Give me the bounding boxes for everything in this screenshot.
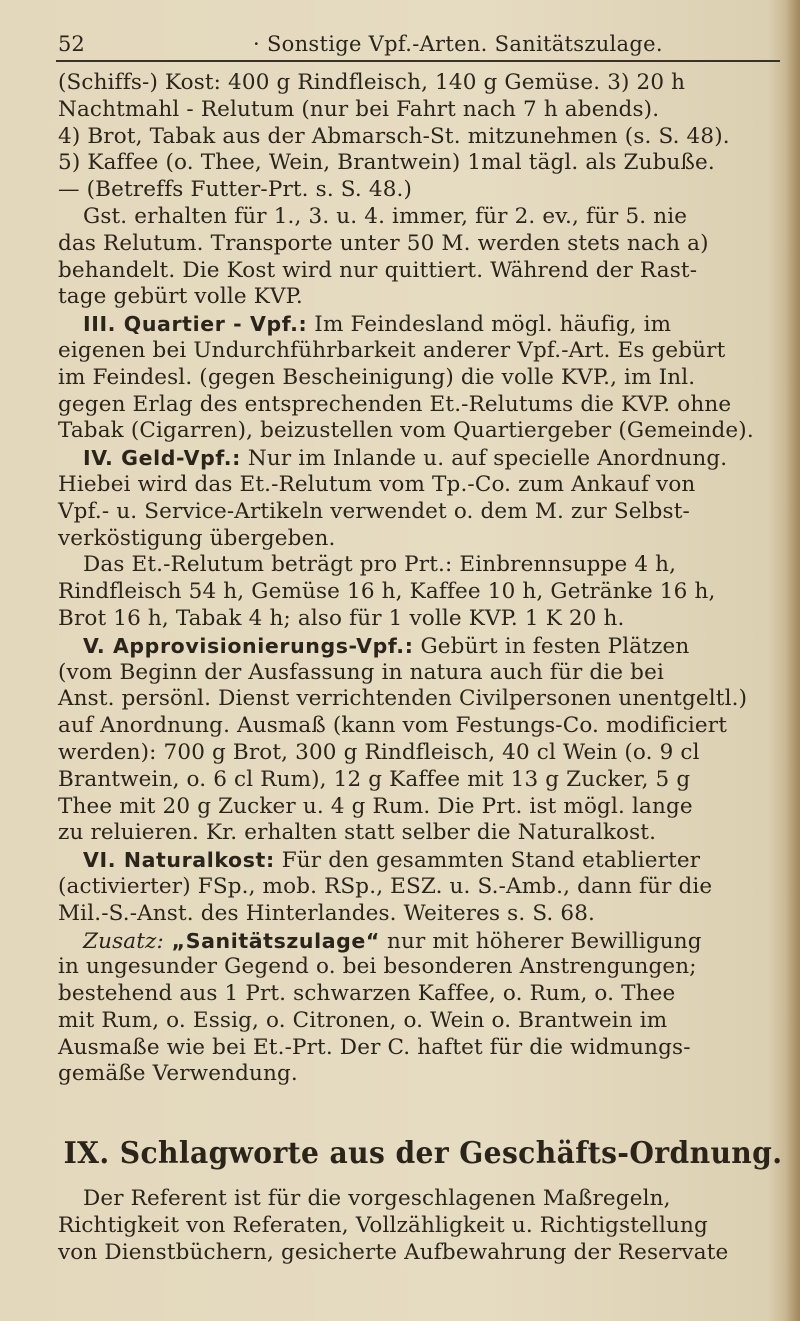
page-edge-shadow: [786, 0, 800, 1321]
text-line: Der Referent ist für die vorgeschlagenen Maßregeln,: [83, 1186, 671, 1212]
section-heading-approvisionierung: V. Approvisionierungs-Vpf.:: [83, 633, 414, 658]
text-line: Thee mit 20 g Zucker u. 4 g Rum. Die Prt. ist mögl. lange: [58, 793, 693, 819]
running-title: · Sonstige Vpf.-Arten. Sanitätszulage.: [253, 32, 663, 56]
zusatz-label: Zusatz:: [83, 928, 164, 954]
text-line: gegen Erlag des entsprechenden Et.-Relutums die KVP. ohne: [58, 391, 732, 417]
text-line: auf Anordnung. Ausmaß (kann vom Festungs-Co. modificiert: [58, 713, 728, 739]
text-line: 5) Kaffee (o. Thee, Wein, Brantwein) 1mal tägl. als Zubuße.: [58, 150, 715, 176]
text-line: (activierter) FSp., mob. RSp., ESZ. u. S.-Amb., dann für die: [58, 873, 713, 899]
header-rule: [56, 60, 780, 62]
text-line: gemäße Verwendung.: [58, 1061, 298, 1087]
text-line: mit Rum, o. Essig, o. Citronen, o. Wein o. Brantwein im: [58, 1007, 668, 1033]
text-line: Gst. erhalten für 1., 3. u. 4. immer, für 2. ev., für 5. nie: [83, 203, 688, 229]
text-run: Für den gesammten Stand etablierter: [274, 848, 701, 874]
section-heading-quartier: III. Quartier - Vpf.:: [83, 312, 308, 337]
text-line: Nachtmahl - Relutum (nur bei Fahrt nach 7 h abends).: [58, 96, 660, 122]
text-line: Brot 16 h, Tabak 4 h; also für 1 volle KVP. 1 K 20 h.: [58, 605, 625, 631]
text-line: behandelt. Die Kost wird nur quittiert. Während der Rast-: [58, 257, 698, 283]
text-line: 4) Brot, Tabak aus der Abmarsch-St. mitzunehmen (s. S. 48).: [58, 123, 730, 149]
text-line: werden): 700 g Brot, 300 g Rindfleisch, 40 cl Wein (o. 9 cl: [58, 739, 700, 765]
text-line: im Feindesl. (gegen Bescheinigung) die volle KVP., im Inl.: [58, 364, 696, 390]
text-line: Hiebei wird das Et.-Relutum vom Tp.-Co. zum Ankauf von: [58, 471, 696, 497]
text-line: das Relutum. Transporte unter 50 M. werden stets nach a): [58, 230, 709, 256]
text-line: Vpf.- u. Service-Artikeln verwendet o. dem M. zur Selbst-: [58, 498, 690, 524]
text-line: verköstigung übergeben.: [58, 525, 336, 551]
page-header: [58, 24, 778, 60]
paragraph-first-line: [58, 311, 782, 338]
text-line: Brantwein, o. 6 cl Rum), 12 g Kaffee mit 13 g Zucker, 5 g: [58, 766, 691, 792]
text-line: bestehend aus 1 Prt. schwarzen Kaffee, o. Rum, o. Thee: [58, 981, 676, 1007]
text-line: Tabak (Cigarren), beizustellen vom Quartiergeber (Gemeinde).: [58, 418, 754, 444]
page-number: 52: [58, 32, 85, 56]
section-heading-naturalkost: VI. Naturalkost:: [83, 848, 275, 873]
text-line: von Dienstbüchern, gesicherte Aufbewahrung der Reservate: [58, 1239, 729, 1265]
text-line: tage gebürt volle KVP.: [58, 284, 303, 310]
section-heading-geld: IV. Geld-Vpf.:: [83, 446, 241, 471]
section-spacer: [58, 1088, 782, 1132]
text-line: Das Et.-Relutum beträgt pro Prt.: Einbrennsuppe 4 h,: [83, 552, 677, 578]
paragraph-first-line: [58, 445, 782, 472]
text-line: (vom Beginn der Ausfassung in natura auch für die bei: [58, 659, 664, 685]
text-run: Nur im Inlande u. auf specielle Anordnung.: [240, 446, 728, 472]
paragraph-first-line: [58, 928, 782, 955]
text-line: — (Betreffs Futter-Prt. s. S. 48.): [58, 177, 413, 203]
text-line: Anst. persönl. Dienst verrichtenden Civilpersonen unentgeltl.): [58, 686, 748, 712]
text-run: Gebürt in festen Plätzen: [413, 633, 690, 659]
text-line: Rindfleisch 54 h, Gemüse 16 h, Kaffee 10 h, Getränke 16 h,: [58, 579, 716, 605]
text-line: eigenen bei Undurchführbarkeit anderer Vpf.-Art. Es gebürt: [58, 337, 726, 363]
paragraph-first-line: [58, 633, 782, 660]
text-line: Ausmaße wie bei Et.-Prt. Der C. haftet für die widmungs-: [58, 1034, 691, 1060]
text-run: Im Feindesland mögl. häufig, im: [307, 312, 672, 338]
page-body: [58, 70, 782, 1267]
text-run: nur mit höherer Bewilligung: [380, 928, 702, 954]
section-spacer: [58, 1176, 782, 1186]
section-heading-sanitaetszulage: „Sanitätszulage“: [163, 928, 381, 953]
text-line: (Schiffs-) Kost: 400 g Rindfleisch, 140 g Gemüse. 3) 20 h: [58, 70, 686, 95]
chapter-heading: IX. Schlagworte aus der Geschäfts-Ordnung.: [63, 1136, 783, 1172]
text-line: zu reluieren. Kr. erhalten statt selber die Naturalkost.: [58, 820, 657, 846]
text-line: in ungesunder Gegend o. bei besonderen Anstrengungen;: [58, 954, 697, 980]
paragraph-first-line: [58, 847, 782, 874]
text-line: Richtigkeit von Referaten, Vollzähligkeit u. Richtigstellung: [58, 1213, 708, 1239]
text-line: Mil.-S.-Anst. des Hinterlandes. Weiteres s. S. 68.: [58, 900, 596, 926]
